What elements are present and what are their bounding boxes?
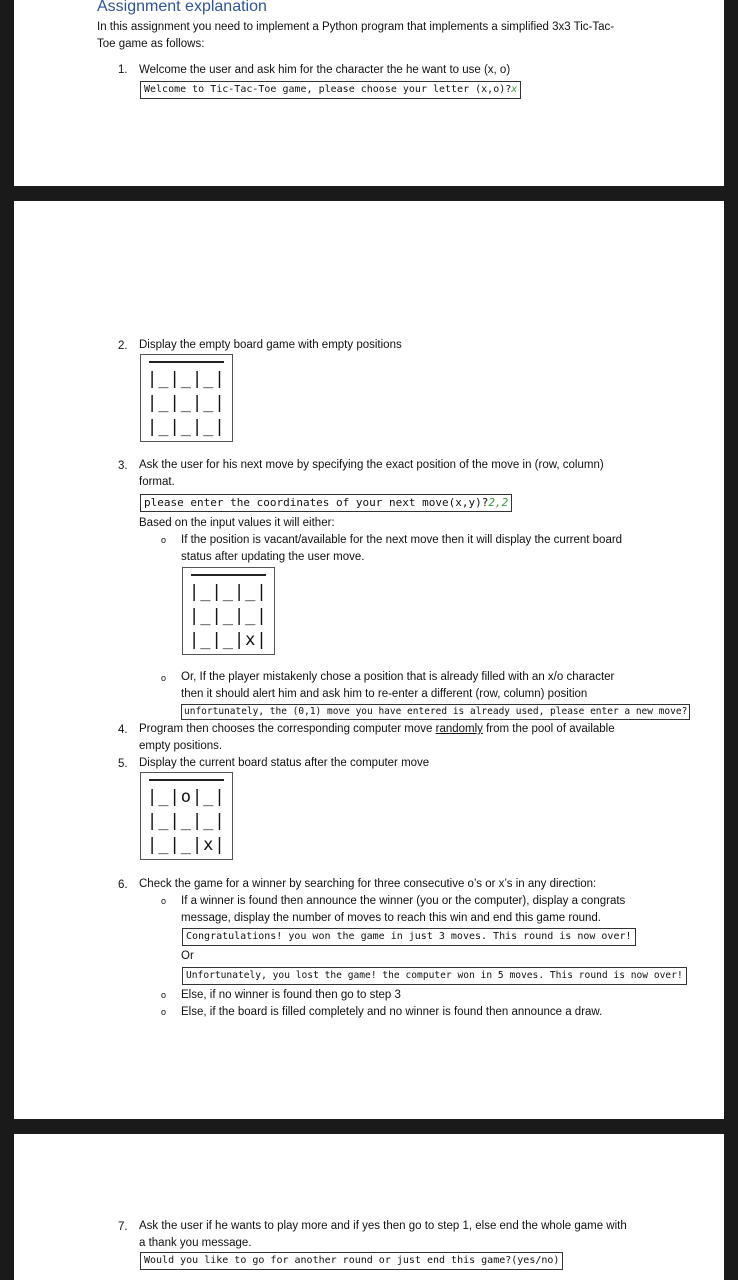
step-2-number: 2.	[118, 340, 128, 352]
step-7-line-2: a thank you message.	[139, 1237, 252, 1249]
step-3-text-line-2: format.	[139, 476, 175, 488]
step-3-based: Based on the input values it will either:	[139, 517, 335, 529]
step-4-text	[139, 721, 615, 738]
bullet-icon: o	[161, 1007, 167, 1017]
step-6-sub1-line-1: If a winner is found then announce the winner (you or the computer), display a congrats	[181, 895, 626, 907]
board-row: |_|_|x|	[189, 630, 268, 650]
board-row: |_|_|x|	[147, 835, 226, 855]
step-4-post: from the pool of available	[482, 723, 615, 735]
step-6-number: 6.	[118, 879, 128, 891]
step-4-line-2: empty positions.	[139, 740, 223, 752]
step-3-number: 3.	[118, 460, 128, 472]
step-7-line-1: Ask the user if he wants to play more and if yes then go to step 1, else end the whole game with	[139, 1220, 627, 1232]
lose-message: Unfortunately, you lost the game! the computer won in 5 moves. This round is now over!	[182, 967, 687, 985]
step-3-input: 2,2	[488, 496, 509, 509]
bullet-icon: o	[161, 535, 167, 545]
step-3-sub2-line-2: then it should alert him and ask him to re-enter a different (row, column) position	[181, 688, 588, 700]
page-1	[14, 0, 724, 186]
bullet-icon: o	[161, 673, 167, 683]
page-2	[14, 201, 724, 1119]
board-after-computer-move	[140, 772, 233, 860]
board-top-line	[149, 361, 224, 363]
step-3-sub2-line-1: Or, If the player mistakenly chose a position that is already filled with an x/o character	[181, 671, 615, 683]
board-row: |_|_|_|	[189, 606, 268, 626]
step-1-prompt: Welcome to Tic-Tac-Toe game, please choose your letter (x,o)?	[144, 84, 512, 95]
step-3-text-line-1: Ask the user for his next move by specifying the exact position of the move in (row, column)	[139, 459, 604, 471]
bullet-icon: o	[161, 990, 167, 1000]
intro-line-1: In this assignment you need to implement a Python program that implements a simplified 3x3 Tic-Tac-	[97, 21, 615, 33]
step-6-sub2: Else, if no winner is found then go to step 3	[181, 989, 401, 1001]
page-title: Assignment explanation	[97, 0, 267, 15]
board-row: |_|_|_|	[147, 417, 226, 437]
step-1-console	[140, 81, 521, 99]
intro-line-2: Toe game as follows:	[97, 38, 205, 50]
step-5-number: 5.	[118, 758, 128, 770]
step-6-sub3: Else, if the board is filled completely and no winner is found then announce a draw.	[181, 1006, 603, 1018]
step-6-text: Check the game for a winner by searching for three consecutive o’s or x’s in any direction:	[139, 878, 597, 890]
board-row: |_|o|_|	[147, 787, 226, 807]
or-label: Or	[181, 950, 194, 962]
step-3-alert: unfortunately, the (0,1) move you have entered is already used, please enter a new move?	[181, 704, 690, 720]
step-2-text: Display the empty board game with empty positions	[139, 339, 402, 351]
step-4-pre: Program then chooses the corresponding computer move	[139, 723, 436, 735]
bullet-icon: o	[161, 896, 167, 906]
board-top-line	[191, 574, 266, 576]
step-3-console	[140, 494, 512, 512]
page-3	[14, 1134, 724, 1280]
board-top-line	[149, 779, 224, 781]
board-row: |_|_|_|	[189, 582, 268, 602]
step-1-number: 1.	[118, 64, 128, 76]
board-row: |_|_|_|	[147, 369, 226, 389]
step-6-sub1-line-2: message, display the number of moves to reach this win and end this game round.	[181, 912, 601, 924]
step-7-number: 7.	[118, 1221, 128, 1233]
board-after-user-move	[182, 567, 275, 655]
step-5-text: Display the current board status after the computer move	[139, 757, 430, 769]
step-3-sub1-line-1: If the position is vacant/available for the next move then it will display the current board	[181, 534, 623, 546]
board-row: |_|_|_|	[147, 393, 226, 413]
win-message: Congratulations! you won the game in just 3 moves. This round is now over!	[182, 928, 636, 946]
empty-board	[140, 354, 233, 442]
step-4-number: 4.	[118, 724, 128, 736]
step-3-sub1-line-2: status after updating the user move.	[181, 551, 365, 563]
step-1-text: Welcome the user and ask him for the character the he want to use (x, o)	[139, 64, 511, 76]
step-1-input: x	[511, 84, 518, 95]
step-4-link: randomly	[435, 723, 483, 735]
step-7-console: Would you like to go for another round or just end this game?(yes/no)	[140, 1252, 563, 1270]
step-3-prompt: please enter the coordinates of your next move(x,y)?	[144, 496, 489, 509]
board-row: |_|_|_|	[147, 811, 226, 831]
